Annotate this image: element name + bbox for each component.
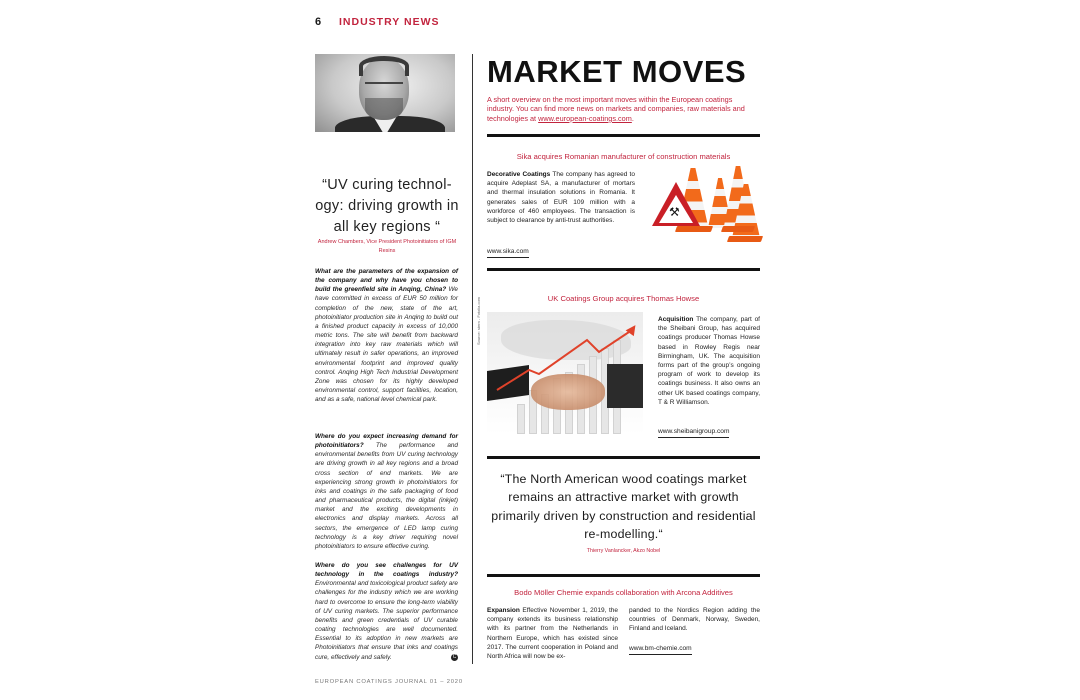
section-label: INDUSTRY NEWS xyxy=(339,16,440,28)
image-credit: Source: stern - Fotolia.com xyxy=(476,296,481,345)
european-coatings-link[interactable]: www.european-coatings.com xyxy=(538,113,632,123)
news-heading-uk-coatings: UK Coatings Group acquires Thomas Howse xyxy=(547,294,700,303)
end-of-article-icon: C xyxy=(452,653,457,660)
portrait-beard xyxy=(365,98,403,120)
sika-link[interactable]: www.sika.com xyxy=(487,248,529,258)
interview-question: What are the parameters of the expansion of the company and why have you chosen to build the greenfield site in Anqing, China? xyxy=(315,268,458,294)
news-heading-sika: Sika acquires Romanian manufacturer of construction materials xyxy=(516,152,731,161)
bm-chemie-link[interactable]: www.bm-chemie.com xyxy=(629,645,692,655)
sheibanigroup-link[interactable]: www.sheibanigroup.com xyxy=(658,428,729,438)
interview-answer: Environmental and toxicological product safety are challenges for the industry which we are working hard to overcome to ensure the long-term viability of UV curing markets. The superior performance benefits and green credentials of UV curable coating technologies are well documented. Essential to its adoption in new markets are Photoinitiators that ensure that inks and coatings cure, effectively and safely. xyxy=(315,580,458,661)
section-rule xyxy=(487,574,760,577)
traffic-cones-illustration xyxy=(650,168,760,243)
cone-base xyxy=(721,226,755,232)
interview-question: Where do you expect increasing demand for photoinitiators? xyxy=(315,433,458,450)
featured-quote-attribution: Thierry Vanlancker, Akzo Nobel xyxy=(586,548,661,554)
interview-answer: The performance and environmental benefits from UV curing technology are driving growth in all key regions and a broad cross section of end markets. We are experiencing strong growth in photoinitiators for inks and coatings in the safe packaging of food and pharmaceutical products, the digital (inkjet) market and the exciting developments in electronics and display markets. Across all sectors, the emergence of LED lamp curing technology is a key driver requiring novel photoinitiators to ensure effective curing. xyxy=(315,442,458,550)
growth-arrow-icon xyxy=(487,312,643,434)
news-heading-bodo-moller: Bodo Möller Chemie expands collaboration with Arcona Additives xyxy=(514,588,733,597)
intro-text xyxy=(487,95,759,123)
section-rule xyxy=(487,268,760,271)
interview-block-3 xyxy=(315,561,458,662)
cone-base xyxy=(675,226,713,232)
news-body-uk-coatings xyxy=(658,315,760,407)
portrait-glasses xyxy=(365,82,403,88)
news-body-sika xyxy=(487,170,635,225)
page-title: MARKET MOVES xyxy=(487,54,747,89)
news-text: Effective November 1, 2019, the company extends its business relationship with its partner from the Netherlands in Northern Europe, which has existed since 2017. The current cooperation in Poland and North Africa will now be ex- xyxy=(487,607,618,661)
news-text: panded to the Nordics Region adding the countries of Denmark, Norway, Sweden, Finland and Iceland. xyxy=(629,607,760,633)
interview-block-2 xyxy=(315,432,458,551)
news-body-bodo-moller-col1 xyxy=(487,606,618,661)
page-footer: EUROPEAN COATINGS JOURNAL 01 – 2020 xyxy=(315,679,463,685)
news-text: The company, part of the Sheibani Group, has acquired coatings producer Thomas Howse based in Rowley Regis near Birmingham, UK. The acquisition forms part of the group’s ongoing program of work to develop its coatings business. It also owns an other UK based coatings company, T & R Williamson. xyxy=(658,316,760,406)
intro-body: A short overview on the most important moves within the European coatings industry. You can find more news on markets and companies, raw materials and technologies at xyxy=(487,95,745,123)
column-divider xyxy=(472,54,473,664)
interview-question: Where do you see challenges for UV technology in the coatings industry? xyxy=(315,562,458,579)
roadworks-icon: ⚒ xyxy=(669,205,680,219)
page-number: 6 xyxy=(315,16,322,28)
intro-end: . xyxy=(631,113,634,123)
news-text: The company has agreed to acquire Adeplast SA, a manufacturer of mortars and thermal insulation solutions in Romania. It generates sales of EUR 109 million with a workforce of 460 employees. The transaction is subject to clearance by anti-trust authorities. xyxy=(487,171,635,225)
news-lead: Expansion xyxy=(487,607,520,614)
pull-quote: “UV curing technol-ogy: driving growth in all key regions “ xyxy=(315,177,459,235)
interview-block-1 xyxy=(315,267,458,404)
news-body-bodo-moller-col2 xyxy=(629,606,760,634)
section-rule xyxy=(487,134,760,137)
featured-quote: “The North American wood coatings market remains an attractive market with growth primarily driven by construction and residential re-modelling.“ xyxy=(491,472,756,541)
news-lead: Decorative Coatings xyxy=(487,171,551,178)
pull-quote-attribution: Andrew Chambers, Vice President Photoinitiators of IGM Resins xyxy=(317,239,457,254)
news-lead: Acquisition xyxy=(658,316,694,323)
section-rule xyxy=(487,456,760,459)
portrait-photo xyxy=(315,54,455,132)
interview-answer: We have committed in excess of EUR 50 million for completion of the new, state of the art, photoinitiator production site in Anqing to build out a finished product capacity in excess of 10,000 metric tons. The site will benefit from backward integration into key raw materials which will ultimately result in safer operations, an improved environmental footprint and improved quality control. Anqing High Tech Industrial Development Zone was chosen for its highly developed environmental control, support facilities, location, and as a safe, national level chemical park. xyxy=(315,286,458,404)
portrait-hair xyxy=(359,56,409,76)
cone-base xyxy=(727,236,763,242)
handshake-illustration xyxy=(487,312,643,434)
